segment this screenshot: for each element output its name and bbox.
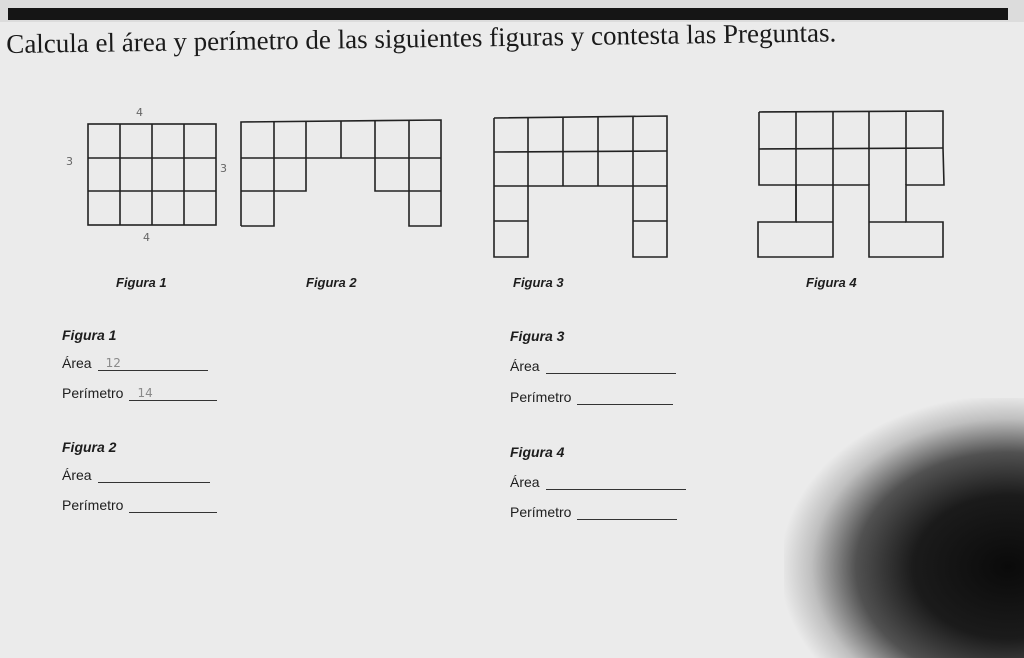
figure-1-grid bbox=[88, 124, 216, 225]
figure-3-caption: Figura 3 bbox=[513, 275, 564, 290]
q1-perimeter-label: Perímetro bbox=[62, 385, 124, 401]
fig1-side-note: 3 bbox=[66, 155, 73, 168]
q2-perimeter-label: Perímetro bbox=[62, 497, 124, 513]
q1-area-blank[interactable] bbox=[98, 354, 208, 371]
q3-perimeter-row bbox=[510, 388, 673, 405]
q3-perimeter-blank[interactable] bbox=[577, 388, 673, 405]
q4-area-label: Área bbox=[510, 474, 540, 490]
q1-area-label: Área bbox=[62, 355, 92, 371]
q1-perimeter-row bbox=[62, 384, 217, 401]
q1-area-row bbox=[62, 354, 208, 371]
q2-perimeter-blank[interactable] bbox=[129, 496, 217, 513]
q2-title: Figura 2 bbox=[62, 439, 117, 455]
q1-title: Figura 1 bbox=[62, 327, 117, 343]
fig1-bottom-note: 4 bbox=[143, 231, 150, 244]
q4-area-row bbox=[510, 473, 686, 490]
q4-perimeter-blank[interactable] bbox=[577, 503, 677, 520]
fig1-top-note: 4 bbox=[136, 106, 143, 119]
q4-perimeter-label: Perímetro bbox=[510, 504, 572, 520]
q3-area-label: Área bbox=[510, 358, 540, 374]
q3-area-blank[interactable] bbox=[546, 357, 676, 374]
q3-title: Figura 3 bbox=[510, 328, 565, 344]
figure-2-grid bbox=[241, 120, 441, 226]
fig2-side-note: 3 bbox=[220, 162, 227, 175]
q1-perimeter-blank[interactable] bbox=[129, 384, 217, 401]
q2-area-row bbox=[62, 466, 210, 483]
q1-perimeter-answer: 14 bbox=[137, 386, 153, 400]
q4-title: Figura 4 bbox=[510, 444, 565, 460]
figure-2-caption: Figura 2 bbox=[306, 275, 357, 290]
q4-area-blank[interactable] bbox=[546, 473, 686, 490]
figure-4-grid bbox=[758, 111, 944, 257]
figure-3-grid bbox=[494, 116, 667, 257]
instructions-text: Calcula el área y perímetro de las siguientes figuras y contesta las Preguntas. bbox=[6, 17, 837, 59]
q1-area-answer: 12 bbox=[105, 356, 121, 370]
q2-area-label: Área bbox=[62, 467, 92, 483]
figure-4-caption: Figura 4 bbox=[806, 275, 857, 290]
q4-perimeter-row bbox=[510, 503, 677, 520]
q2-area-blank[interactable] bbox=[98, 466, 210, 483]
figure-1-caption: Figura 1 bbox=[116, 275, 167, 290]
q3-perimeter-label: Perímetro bbox=[510, 389, 572, 405]
q3-area-row bbox=[510, 357, 676, 374]
q2-perimeter-row bbox=[62, 496, 217, 513]
